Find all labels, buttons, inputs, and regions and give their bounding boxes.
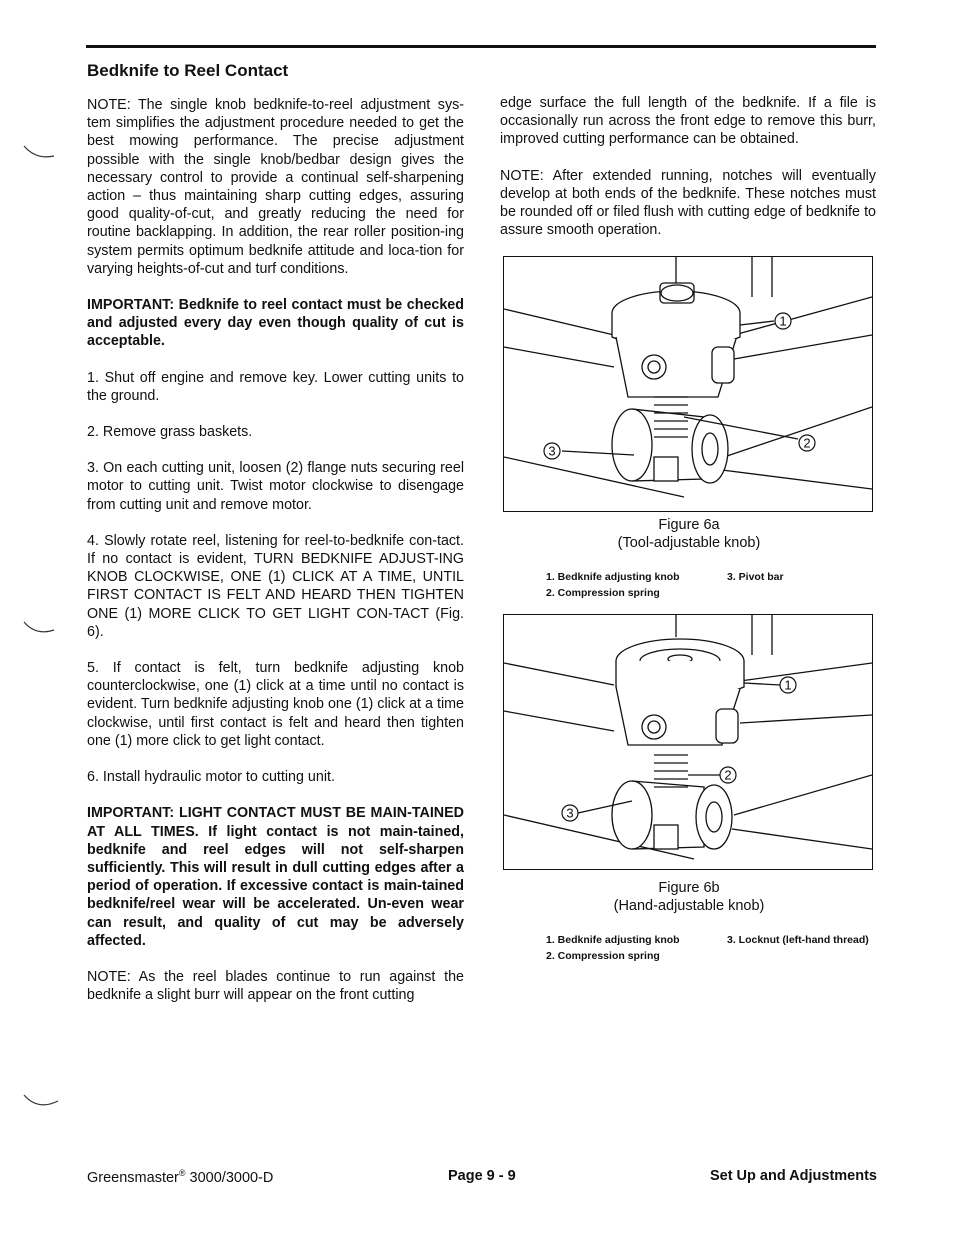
important-notice-2-body: If light contact is not main-tained, bedknife and reel edges will not self-sharpen sufficiently. This will result in dull cutting edges after a period of operation. If excessive contact is main-tained bedknife/reel wear will be accelerated. Un-even wear can result, and quality of cut may be adversely affected.	[87, 823, 464, 949]
step-6: 6. Install hydraulic motor to cutting unit.	[87, 769, 335, 786]
legend-item-1: 1. Bedknife adjusting knob	[546, 934, 680, 946]
right-column	[500, 94, 876, 257]
legend-item-2: 2. Compression spring	[546, 587, 660, 599]
figure-6a-title: Figure 6a	[658, 517, 720, 533]
left-column	[87, 96, 464, 1004]
binding-mark-middle	[22, 618, 56, 638]
callout-3: 3	[548, 443, 556, 459]
figure-6a-caption	[503, 516, 875, 552]
figure-6b-legend	[546, 933, 906, 965]
figure-6b-caption	[503, 879, 875, 915]
burr-note-continued: edge surface the full length of the bedknife. If a file is occasionally run across the front edge to remove this burr, improved cutting performance can be obtained.	[500, 95, 876, 148]
figure-6a-illustration	[503, 256, 873, 512]
footer-model: 3000/3000-D	[185, 1169, 274, 1186]
section-heading: Bedknife to Reel Contact	[87, 61, 289, 80]
binding-mark-bottom	[22, 1093, 62, 1113]
legend-item-1: 1. Bedknife adjusting knob	[546, 571, 680, 583]
step-2: 2. Remove grass baskets.	[87, 424, 253, 441]
footer-page-number: Page 9 - 9	[448, 1168, 516, 1184]
step-4: 4. Slowly rotate reel, listening for reel-to-bedknife con-tact. If no contact is evident, TURN BEDKNIFE ADJUST-ING KNOB CLOCKWISE, ONE (1) CLICK AT A TIME, UNTIL FIRST CONTACT IS FELT AND HEARD THEN TIGHTEN ONE (1) MORE CLICK TO GET LIGHT CON-TACT (Fig. 6).	[87, 532, 464, 640]
callout-1: 1	[779, 313, 787, 329]
figure-6a-legend	[546, 570, 876, 602]
figure-6a-subtitle: (Tool-adjustable knob)	[617, 535, 761, 551]
step-1: 1. Shut off engine and remove key. Lower cutting units to the ground.	[87, 369, 464, 404]
important-notice-2-lead: IMPORTANT: LIGHT CONTACT MUST BE MAIN-TAINED AT ALL TIMES.	[87, 805, 464, 840]
footer-product-name: Greensmaster	[87, 1169, 179, 1186]
figure-6b-subtitle: (Hand-adjustable knob)	[613, 898, 765, 914]
footer-section-title: Set Up and Adjustments	[709, 1168, 877, 1184]
figure-6b-drawing	[504, 615, 872, 869]
intro-note: NOTE: The single knob bedknife-to-reel adjustment sys-tem simplifies the adjustment procedure needed to get the best mowing performance. The precise adjustment possible with the single knob/bedbar design gives the necessary control to provide a continual self-sharpening action – thus maintaining sharp cutting edges, assuring good quality-of-cut, and greatly reducing the need for routine backlapping. In addition, the rear roller position-ing system permits optimum bedknife attitude and loca-tion for varying heights-of-cut and turf conditions.	[87, 97, 464, 277]
binding-mark-top	[22, 142, 56, 162]
legend-item-3: 3. Locknut (left-hand thread)	[727, 934, 869, 946]
footer-product	[87, 1168, 273, 1186]
header-rule	[86, 45, 876, 48]
figure-6a-drawing	[504, 257, 872, 511]
step-3: 3. On each cutting unit, loosen (2) flange nuts securing reel motor to cutting unit. Twist motor clockwise to disengage from cutting unit and remove motor.	[87, 460, 464, 513]
callout-1: 1	[784, 677, 792, 693]
notches-note: NOTE: After extended running, notches will eventually develop at both ends of the bedknife. These notches must be rounded off or filed flush with cutting edge of bedknife to assure smooth operation.	[500, 167, 876, 239]
callout-2: 2	[803, 435, 811, 451]
figure-6b-title: Figure 6b	[658, 880, 720, 896]
legend-item-3: 3. Pivot bar	[727, 571, 784, 583]
burr-note: NOTE: As the reel blades continue to run against the bedknife a slight burr will appear on the front cutting	[87, 968, 464, 1004]
important-notice-1: IMPORTANT: Bedknife to reel contact must be checked and adjusted every day even though quality of cut is acceptable.	[87, 297, 464, 350]
legend-item-2: 2. Compression spring	[546, 950, 660, 962]
callout-3: 3	[566, 805, 574, 821]
step-5: 5. If contact is felt, turn bedknife adjusting knob counterclockwise, one (1) click at a time until no contact is evident. Turn bedknife adjusting knob one (1) click at a time clockwise, until first contact is felt and heard then tighten one (1) more click to get light contact.	[87, 660, 464, 749]
important-notice-2	[87, 804, 464, 950]
figure-6b-illustration	[503, 614, 873, 870]
callout-2: 2	[724, 767, 732, 783]
footer-trademark: ®	[178, 1168, 186, 1178]
